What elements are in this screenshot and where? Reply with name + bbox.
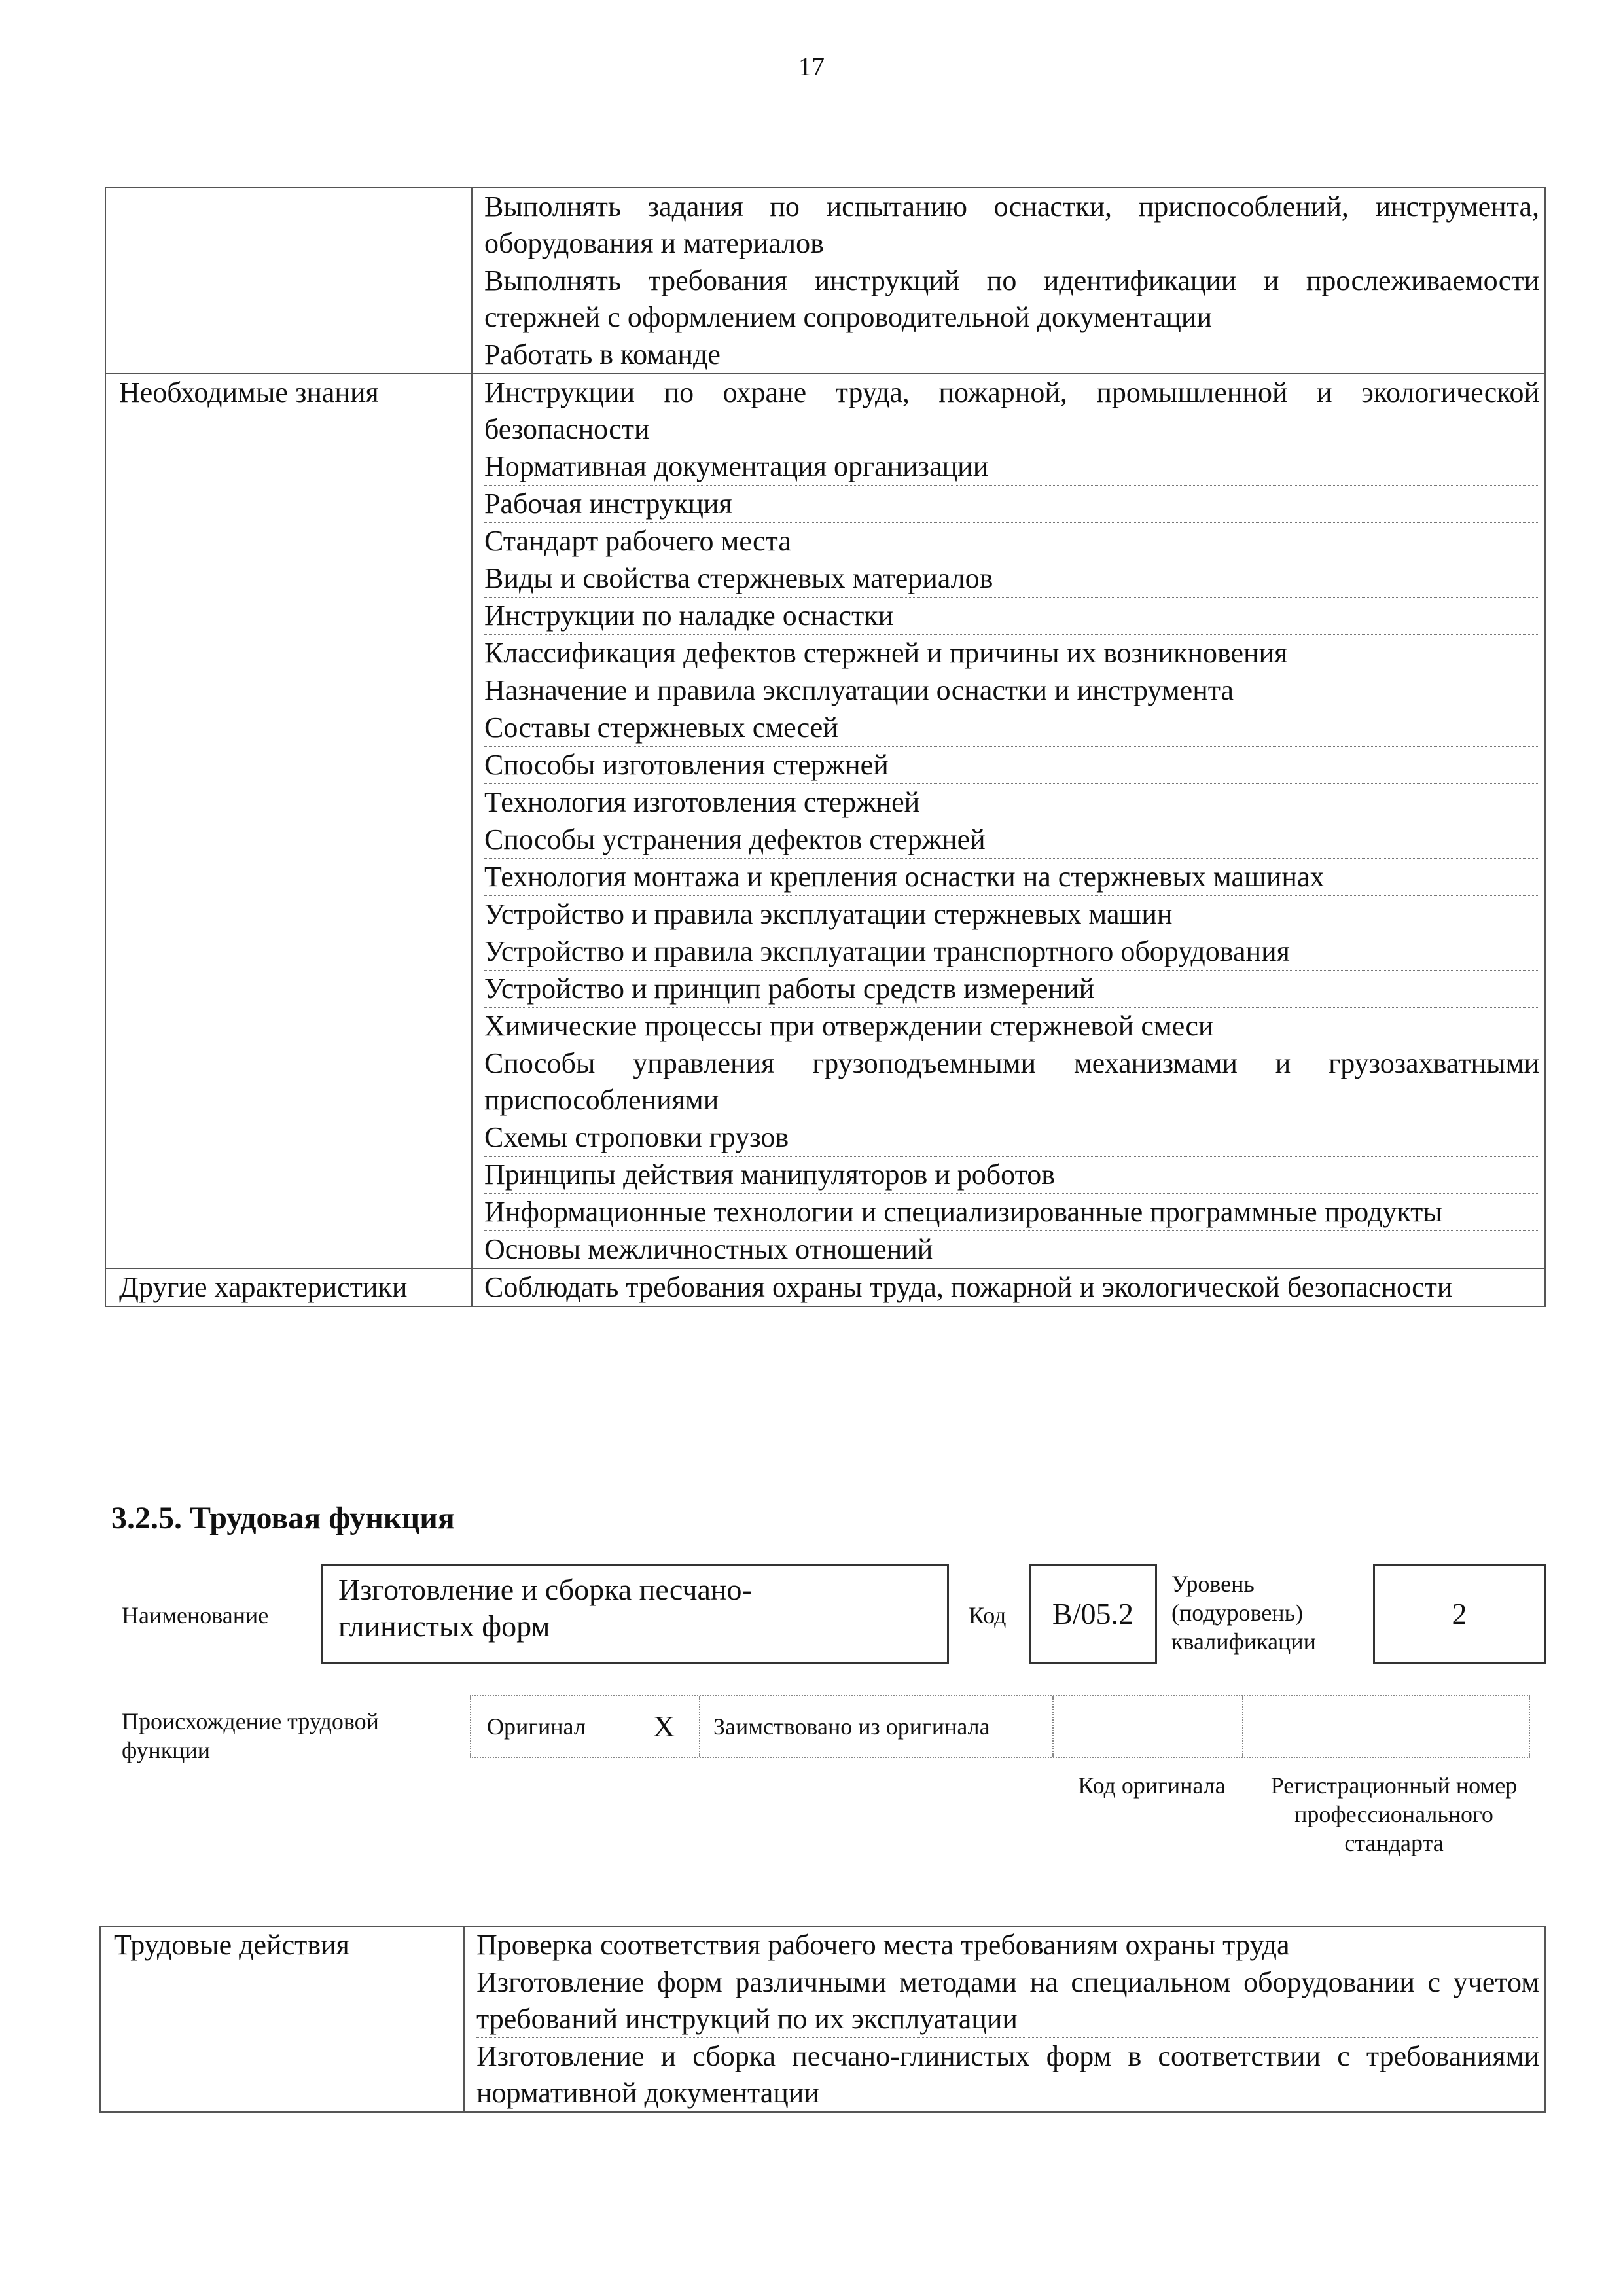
knowledge-item: Основы межличностных отношений bbox=[484, 1233, 933, 1265]
labor-actions-table bbox=[99, 1926, 1546, 2113]
labor-action-item: Проверка соответствия рабочего места требованиям охраны труда bbox=[476, 1927, 1539, 1964]
origin-borrowed: Заимствовано из оригинала bbox=[713, 1713, 990, 1740]
knowledge-table bbox=[105, 187, 1546, 1307]
skill-item: Работать в команде bbox=[484, 338, 721, 370]
skill-item: Выполнять требования инструкций по идентификации и прослеживаемости стержней с оформлением сопроводительной документации bbox=[484, 262, 1539, 336]
level-value: 2 bbox=[1452, 1597, 1467, 1630]
knowledge-item: Принципы действия манипуляторов и роботов bbox=[484, 1157, 1539, 1194]
knowledge-item: Инструкции по охране труда, пожарной, промышленной и экологической безопасности bbox=[484, 374, 1539, 448]
knowledge-item: Классификация дефектов стержней и причины их возникновения bbox=[484, 635, 1539, 672]
knowledge-item: Устройство и принцип работы средств измерений bbox=[484, 971, 1539, 1008]
knowledge-item: Инструкции по наладке оснастки bbox=[484, 598, 1539, 635]
knowledge-item: Устройство и правила эксплуатации транспортного оборудования bbox=[484, 933, 1539, 971]
other-value: Соблюдать требования охраны труда, пожарной и экологической безопасности bbox=[472, 1268, 1545, 1306]
origin-code-caption: Код оригинала bbox=[1078, 1772, 1226, 1799]
knowledge-item: Нормативная документация организации bbox=[484, 448, 1539, 486]
knowledge-item: Виды и свойства стержневых материалов bbox=[484, 560, 1539, 598]
knowledge-label: Необходимые знания bbox=[105, 374, 472, 1268]
origin-original: Оригинал bbox=[487, 1713, 586, 1740]
labor-actions-label: Трудовые действия bbox=[100, 1926, 464, 2112]
knowledge-item: Химические процессы при отверждении стержневой смеси bbox=[484, 1008, 1539, 1045]
knowledge-item: Способы управления грузоподъемными механизмами и грузозахватными приспособлениями bbox=[484, 1045, 1539, 1119]
knowledge-item: Составы стержневых смесей bbox=[484, 709, 1539, 747]
origin-reg-caption: Регистрационный номер профессионального стандарта bbox=[1270, 1772, 1518, 1856]
knowledge-cell bbox=[472, 374, 1545, 1268]
origin-row bbox=[470, 1695, 1530, 1758]
name-label: Наименование bbox=[122, 1602, 269, 1628]
knowledge-item: Назначение и правила эксплуатации оснастки и инструмента bbox=[484, 672, 1539, 709]
knowledge-item: Способы устранения дефектов стержней bbox=[484, 821, 1539, 859]
origin-label: Происхождение трудовой функции bbox=[122, 1708, 379, 1763]
knowledge-item: Способы изготовления стержней bbox=[484, 747, 1539, 784]
knowledge-item: Рабочая инструкция bbox=[484, 486, 1539, 523]
knowledge-item: Информационные технологии и специализированные программные продукты bbox=[484, 1194, 1539, 1231]
labor-action-item: Изготовление форм различными методами на специальном оборудовании с учетом требований инструкций по их эксплуатации bbox=[476, 1964, 1539, 2038]
name-value: Изготовление и сборка песчано-глинистых форм bbox=[338, 1573, 752, 1643]
skills-cell bbox=[472, 188, 1545, 374]
labor-action-item: Изготовление и сборка песчано-глинистых форм в соответствии с требованиями нормативной документации bbox=[476, 2040, 1539, 2109]
section-title: 3.2.5. Трудовая функция bbox=[111, 1501, 455, 1535]
level-box bbox=[1373, 1564, 1546, 1664]
code-box bbox=[1029, 1564, 1157, 1664]
code-value: B/05.2 bbox=[1052, 1597, 1133, 1630]
name-box bbox=[321, 1564, 949, 1664]
skills-label-cell bbox=[105, 188, 472, 374]
origin-mark: X bbox=[653, 1710, 675, 1743]
knowledge-item: Схемы строповки грузов bbox=[484, 1119, 1539, 1157]
labor-actions-cell bbox=[464, 1926, 1545, 2112]
knowledge-item: Технология монтажа и крепления оснастки на стержневых машинах bbox=[484, 859, 1539, 896]
knowledge-item: Технология изготовления стержней bbox=[484, 784, 1539, 821]
other-label: Другие характеристики bbox=[105, 1268, 472, 1306]
level-label: Уровень (подуровень) квалификации bbox=[1171, 1571, 1316, 1655]
skill-item: Выполнять задания по испытанию оснастки, приспособлений, инструмента, оборудования и материалов bbox=[484, 188, 1539, 262]
knowledge-item: Стандарт рабочего места bbox=[484, 523, 1539, 560]
knowledge-item: Устройство и правила эксплуатации стержневых машин bbox=[484, 896, 1539, 933]
page-number: 17 bbox=[798, 52, 825, 81]
code-label: Код bbox=[969, 1602, 1007, 1628]
